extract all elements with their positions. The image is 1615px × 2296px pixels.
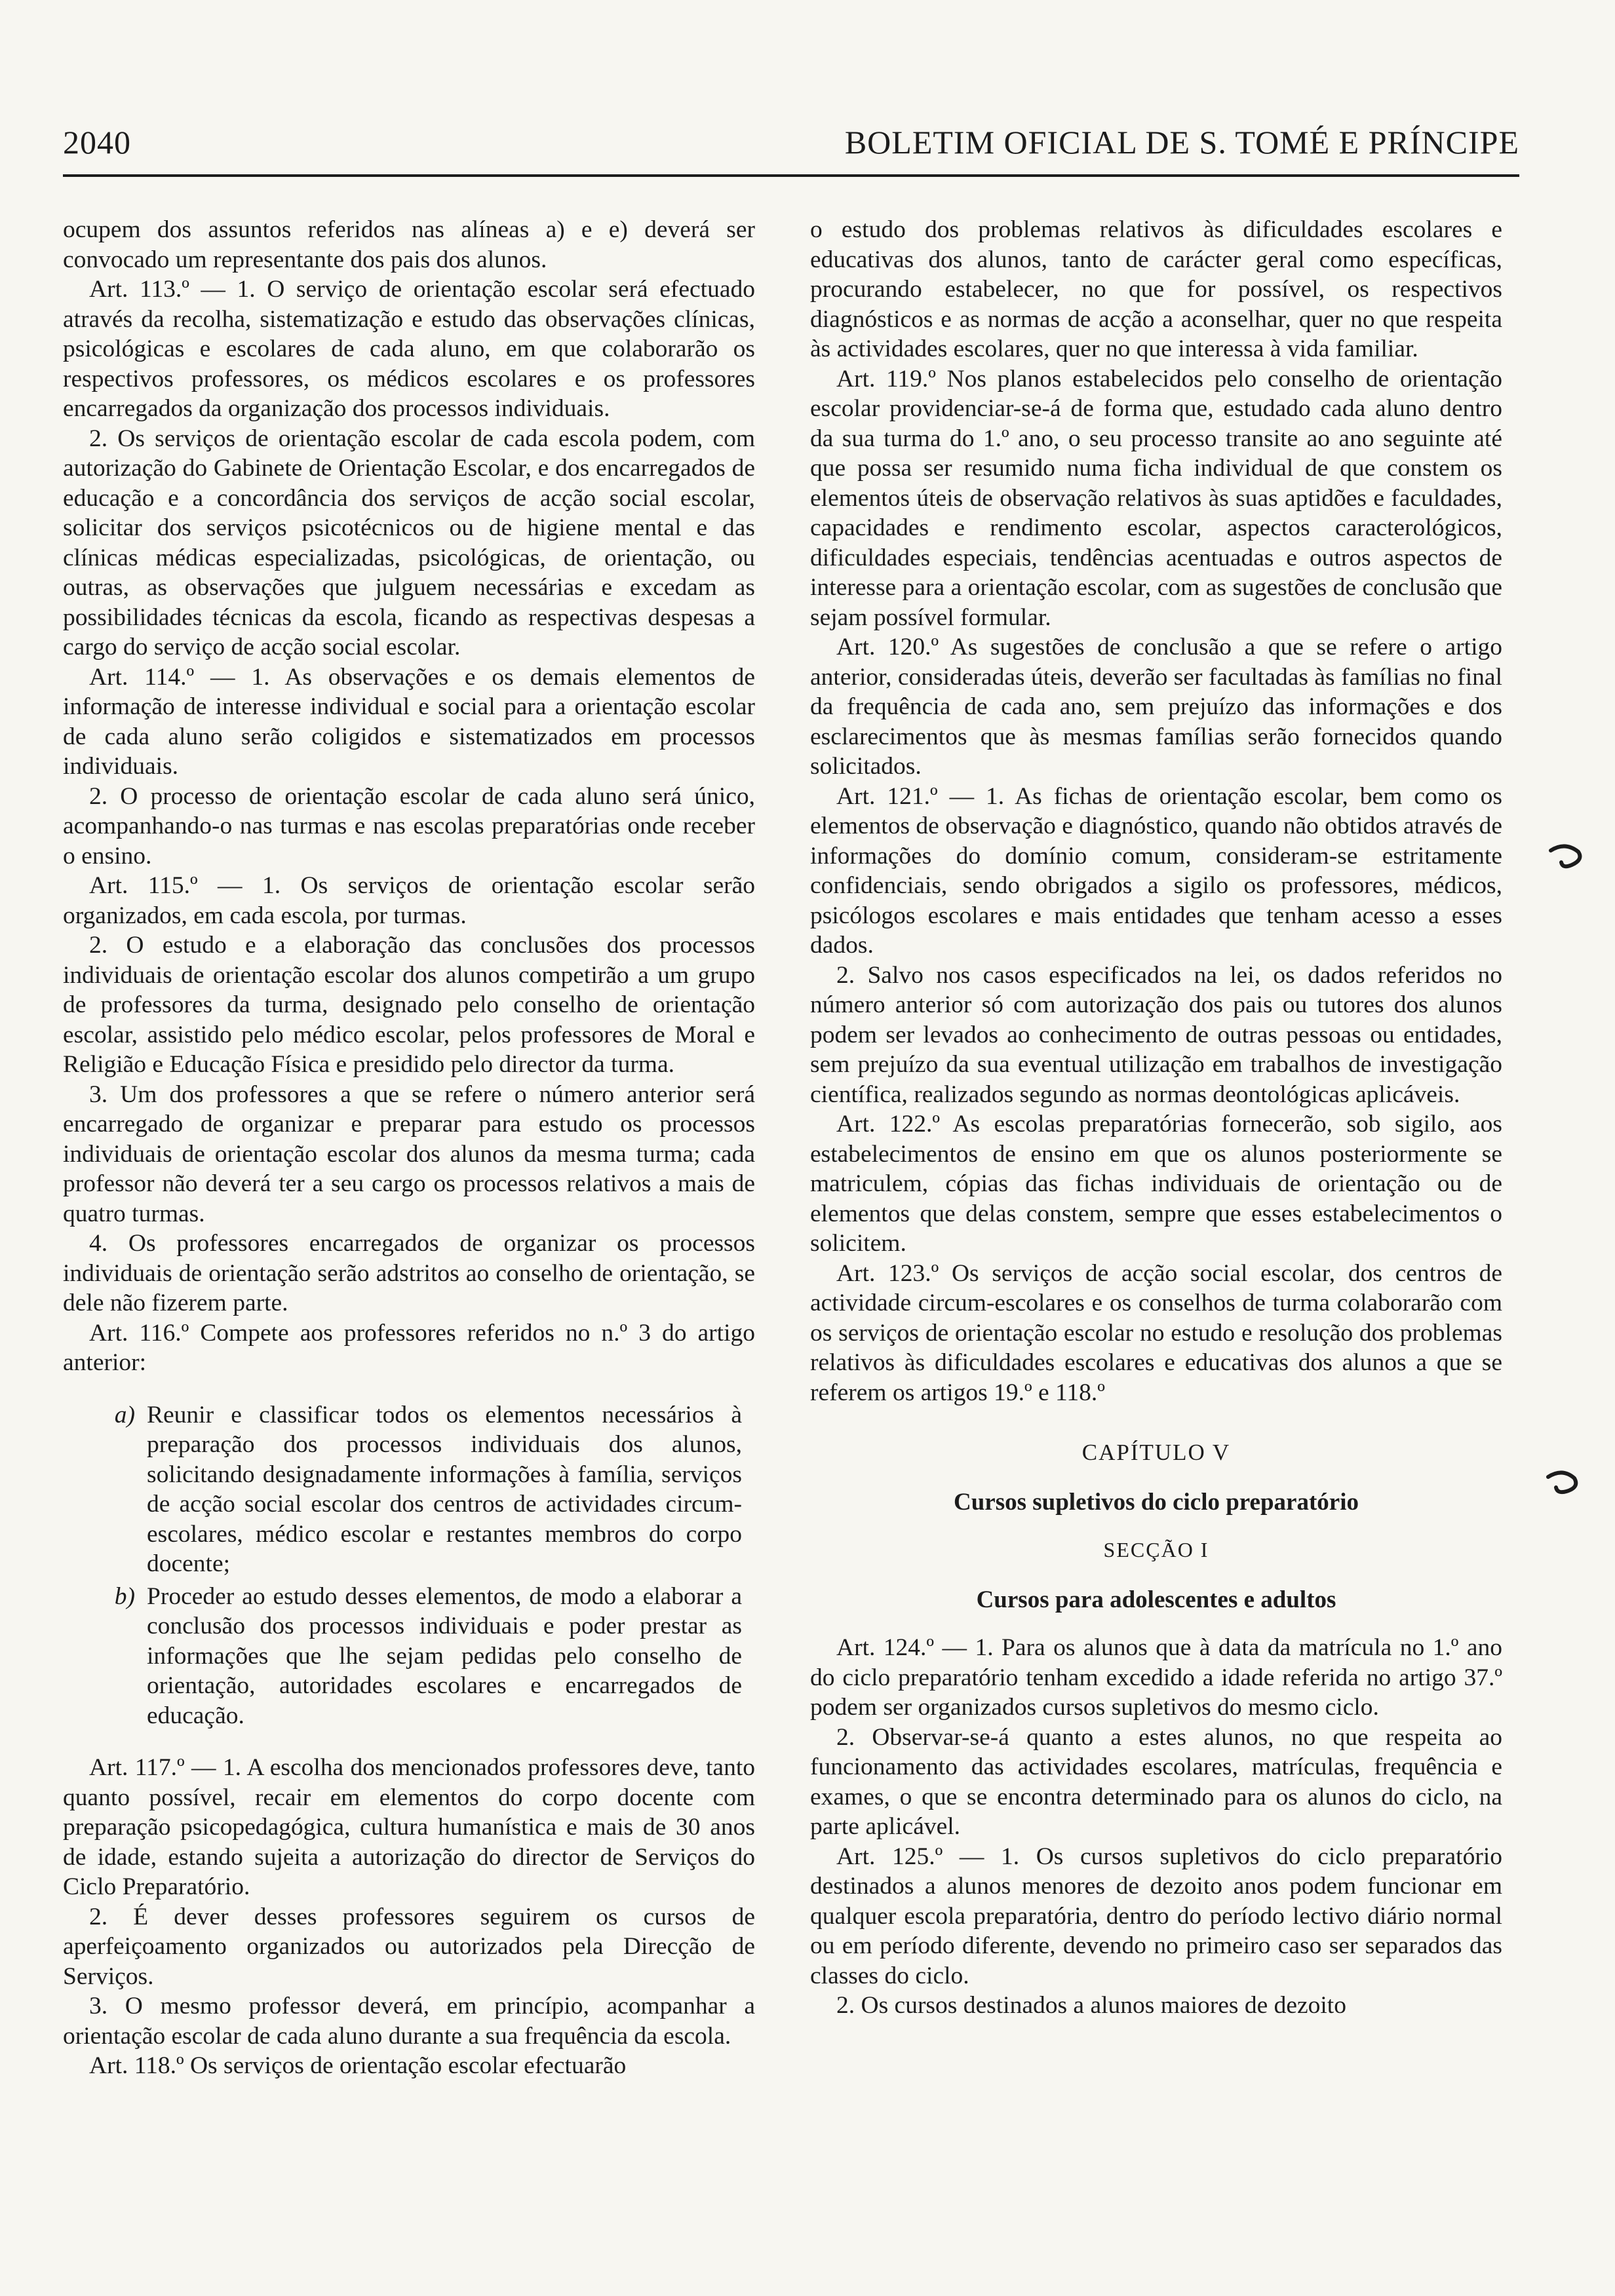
page-number: 2040 xyxy=(63,124,131,161)
paragraph: Art. 120.º As sugestões de conclusão a que se refere o artigo anterior, consideradas úteis, deverão ser facultadas às famílias no final da frequência de cada ano, sem prejuízo das informações e dos esclarecimentos que às mesmas famílias serão fornecidos quando solicitados. xyxy=(810,634,1502,780)
paragraph: Art. 114.º — 1. As observações e os demais elementos de informação de interesse individual e social para a orientação escolar de cada aluno serão coligidos e sistematizados em processos individuais. xyxy=(63,663,755,780)
paragraph: Art. 119.º Nos planos estabelecidos pelo conselho de orientação escolar providenciar-se-á de forma que, estudado cada aluno dentro da sua turma do 1.º ano, o seu processo transite ao ano seguinte até que possa ser resumido numa ficha individual de que constem os elementos úteis de observação relativos às suas aptidões e faculdades, capacidades e rendimento escolar, aspectos caracterológicos, dificuldades especiais, tendências acentuadas e outros aspectos de interesse para a orientação escolar, com as sugestões de conclusão que sejam possível formular. xyxy=(810,365,1502,631)
paragraph: Art. 113.º — 1. O serviço de orientação escolar será efectuado através da recolha, sistematização e estudo das observações clínicas, psicológicas e escolares de cada aluno, em que colaborarão os respectivos professores, os médicos escolares e os professores encarregados da organização dos processos individuais. xyxy=(63,276,755,422)
paragraph: 2. Salvo nos casos especificados na lei, os dados referidos no número anterior só com autorização dos pais ou tutores dos alunos podem ser levados ao conhecimento de outras pessoas ou entidades, sem prejuízo da sua eventual utilização em trabalhos de investigação científica, realizados segundo as normas deontológicas aplicáveis. xyxy=(810,961,1502,1108)
paragraph: Art. 125.º — 1. Os cursos supletivos do ciclo preparatório destinados a alunos menores de dezoito anos podem funcionar em qualquer escola preparatória, dentro do período lectivo diário normal ou em período diferente, devendo no primeiro caso ser separados das classes do ciclo. xyxy=(810,1843,1502,1989)
paragraph: Art. 122.º As escolas preparatórias fornecerão, sob sigilo, aos estabelecimentos de ensino em que os alunos posteriormente se matriculem, cópias das fichas individuais de orientação ou de elementos que delas constem, sempre que esses estabelecimentos o solicitem. xyxy=(810,1111,1502,1257)
paragraph: 2. O estudo e a elaboração das conclusões dos processos individuais de orientação escolar dos alunos competirão a um grupo de professores da turma, designado pelo conselho de orientação escolar, assistido pelo médico escolar, pelos professores de Moral e Religião e Educação Física e presidido pelo director da turma. xyxy=(63,932,755,1078)
paragraph: Art. 115.º — 1. Os serviços de orientação escolar serão organizados, em cada escola, por turmas. xyxy=(63,872,755,929)
right-column xyxy=(810,215,1502,2021)
left-column xyxy=(63,215,755,2081)
item-marker: b) xyxy=(114,1582,135,1610)
binding-hole-mark-icon xyxy=(1546,843,1585,877)
paragraph: Art. 118.º Os serviços de orientação escolar efectuarão xyxy=(89,2052,627,2079)
paragraph: o estudo dos problemas relativos às dificuldades escolares e educativas dos alunos, tanto de carácter geral como específicas, procurando estabelecer, no que for possível, os respectivos diagnósticos e as normas de acção a aconselhar, quer no que respeita às actividades escolares, quer no que interessa à vida familiar. xyxy=(810,216,1502,362)
paragraph: 2. Observar-se-á quanto a estes alunos, no que respeita ao funcionamento das actividades escolares, matrículas, frequência e exames, o que se encontra determinado para os alunos do ciclo, na parte aplicável. xyxy=(810,1723,1502,1840)
paragraph: 2. O processo de orientação escolar de cada aluno será único, acompanhando-o nas turmas e nas escolas preparatórias onde receber o ensino. xyxy=(63,782,755,870)
paragraph: Art. 123.º Os serviços de acção social escolar, dos centros de actividade circum-escolares e os conselhos de turma colaborarão com os serviços de orientação escolar no estudo e resolução dos problemas relativos às dificuldades escolares e educativas dos alunos a que se referem os artigos 19.º e 118.º xyxy=(810,1259,1502,1406)
paragraph: ocupem dos assuntos referidos nas alíneas a) e e) deverá ser convocado um representante dos pais dos alunos. xyxy=(63,216,755,273)
paragraph: Art. 121.º — 1. As fichas de orientação escolar, bem como os elementos de observação e diagnóstico, quando não obtidos através de informações do domínio comum, consideram-se estritamente confidenciais, sendo obrigados a sigilo os professores, médicos, psicólogos escolares e mais entidades que tenham acesso a esses dados. xyxy=(810,782,1502,959)
item-text: Reunir e classificar todos os elementos necessários à preparação dos processos individuais dos alunos, solicitando designadamente informações à família, serviços de acção social escolar dos centros de actividades circum-escolares, médico escolar e restantes membros do corpo docente; xyxy=(147,1401,742,1577)
item-marker: a) xyxy=(114,1401,135,1428)
chapter-label: CAPÍTULO V xyxy=(1081,1440,1231,1465)
paragraph: 2. É dever desses professores seguirem os cursos de aperfeiçoamento organizados ou autorizados pela Direcção de Serviços. xyxy=(63,1903,755,1990)
chapter-title: Cursos supletivos do ciclo preparatório xyxy=(953,1488,1359,1516)
paragraph: 4. Os professores encarregados de organizar os processos individuais de orientação serão adstritos ao conselho de orientação, se dele não fizerem parte. xyxy=(63,1230,755,1316)
paragraph: 3. O mesmo professor deverá, em princípio, acompanhar a orientação escolar de cada aluno durante a sua frequência da escola. xyxy=(63,1993,755,2050)
paragraph: 3. Um dos professores a que se refere o número anterior será encarregado de organizar e preparar para estudo os processos individuais de orientação escolar dos alunos da mesma turma; cada professor não deverá ter a seu cargo os processos relativos a mais de quatro turmas. xyxy=(63,1081,755,1227)
header-rule xyxy=(63,174,1519,177)
page-header xyxy=(63,123,1519,161)
list-item xyxy=(63,1582,755,1731)
paragraph: 2. Os cursos destinados a alunos maiores de dezoito xyxy=(836,1992,1346,2019)
paragraph: Art. 117.º — 1. A escolha dos mencionados professores deve, tanto quanto possível, recair em elementos do corpo docente com preparação psicopedagógica, cultura humanística e mais de 30 anos de idade, estando sujeita a autorização do director de Serviços do Ciclo Preparatório. xyxy=(63,1754,755,1900)
list-item xyxy=(63,1400,755,1579)
paragraph: 2. Os serviços de orientação escolar de cada escola podem, com autorização do Gabinete de Orientação Escolar, e dos encarregados de educação e a concordância dos serviços de acção social escolar, solicitar dos serviços psicotécnicos ou de higiene mental e das clínicas médicas especializadas, psicológicas, de orientação, ou outras, as observações que julguem necessárias e excedam as possibilidades técnicas da escola, ficando as respectivas despesas a cargo do serviço de acção social escolar. xyxy=(63,425,755,660)
binding-hole-mark-icon xyxy=(1542,1468,1581,1502)
paragraph: Art. 124.º — 1. Para os alunos que à data da matrícula no 1.º ano do ciclo preparatório tenham excedido a idade referida no artigo 37.º podem ser organizados cursos supletivos do mesmo ciclo. xyxy=(810,1634,1502,1721)
section-title: Cursos para adolescentes e adultos xyxy=(976,1586,1336,1613)
item-list xyxy=(63,1400,755,1731)
section-label: SECÇÃO I xyxy=(1103,1538,1209,1561)
paragraph: Art. 116.º Compete aos professores referidos no n.º 3 do artigo anterior: xyxy=(63,1319,755,1376)
item-text: Proceder ao estudo desses elementos, de modo a elaborar a conclusão dos processos individuais e poder prestar as informações que lhe sejam pedidas pelo conselho de orientação, autoridades escolares e encarregados de educação. xyxy=(147,1582,742,1729)
publication-title: BOLETIM OFICIAL DE S. TOMÉ E PRÍNCIPE xyxy=(844,124,1519,161)
